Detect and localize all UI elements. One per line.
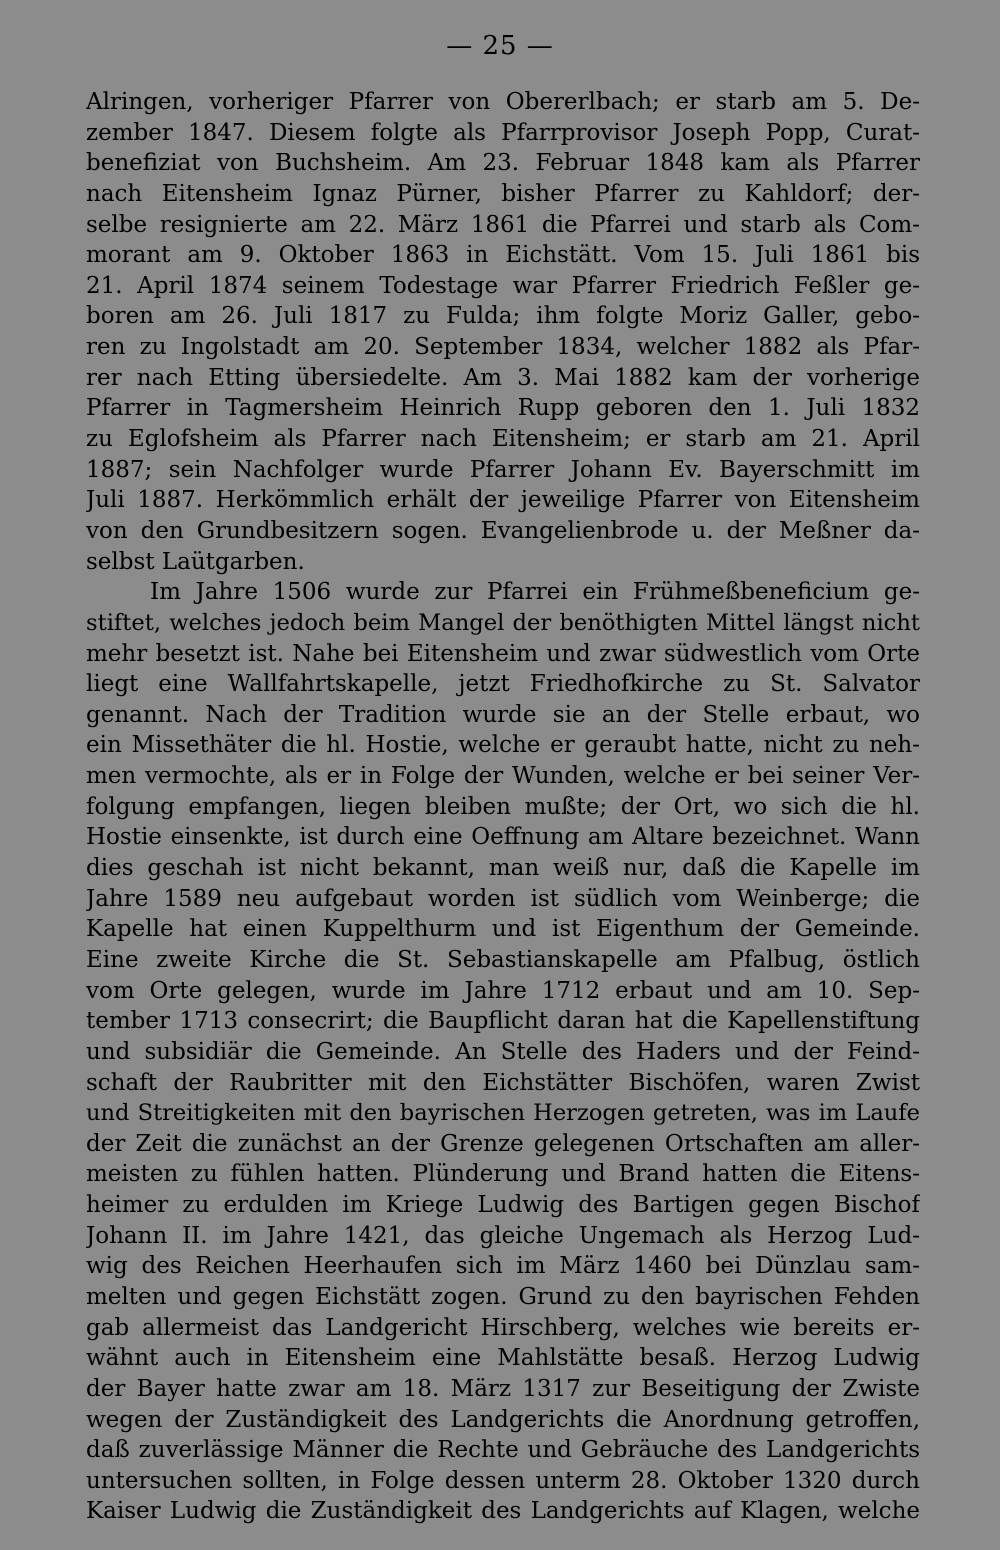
text-line: heimer zu erdulden im Kriege Ludwig des Bartigen gegen Bischof bbox=[86, 1192, 920, 1219]
text-line: rer nach Etting übersiedelte. Am 3. Mai 1882 kam der vorherige bbox=[86, 364, 920, 391]
text-line: selbe resignierte am 22. März 1861 die Pfarrei und starb als Com- bbox=[86, 211, 920, 238]
text-line: morant am 9. Oktober 1863 in Eichstätt. Vom 15. Juli 1861 bis bbox=[86, 242, 920, 269]
text-line: Pfarrer in Tagmersheim Heinrich Rupp geboren den 1. Juli 1832 bbox=[86, 395, 920, 422]
text-line: folgung empfangen, liegen bleiben mußte; der Ort, wo sich die hl. bbox=[86, 793, 920, 820]
text-line: Jahre 1589 neu aufgebaut worden ist südlich vom Weinberge; die bbox=[86, 885, 920, 912]
text-line: Im Jahre 1506 wurde zur Pfarrei ein Frühmeßbeneficium ge- bbox=[150, 579, 920, 606]
text-line: nach Eitensheim Ignaz Pürner, bisher Pfarrer zu Kahldorf; der- bbox=[86, 180, 920, 207]
text-line: daß zuverlässige Männer die Rechte und Gebräuche des Landgerichts bbox=[86, 1437, 920, 1464]
text-line: selbst Laütgarben. bbox=[86, 548, 305, 575]
text-line: dies geschah ist nicht bekannt, man weiß nur, daß die Kapelle im bbox=[86, 855, 920, 882]
text-line: Hostie einsenkte, ist durch eine Oeffnung am Altare bezeichnet. Wann bbox=[86, 824, 920, 851]
text-line: tember 1713 consecrirt; die Baupflicht daran hat die Kapellenstiftung bbox=[86, 1008, 920, 1035]
text-line: zu Eglofsheim als Pfarrer nach Eitensheim; er starb am 21. April bbox=[86, 426, 920, 453]
text-line: Juli 1887. Herkömmlich erhält der jeweilige Pfarrer von Eitensheim bbox=[86, 487, 920, 514]
text-line: boren am 26. Juli 1817 zu Fulda; ihm folgte Moriz Galler, gebo- bbox=[86, 303, 920, 330]
text-line: zember 1847. Diesem folgte als Pfarrprovisor Joseph Popp, Curat- bbox=[86, 119, 920, 146]
page-number: — 25 — bbox=[446, 31, 554, 61]
text-line: melten und gegen Eichstätt zogen. Grund zu den bayrischen Fehden bbox=[86, 1283, 920, 1310]
text-line: genannt. Nach der Tradition wurde sie an der Stelle erbaut, wo bbox=[86, 701, 920, 728]
body-text bbox=[86, 87, 920, 1527]
text-line: Kaiser Ludwig die Zuständigkeit des Landgerichts auf Klagen, welche bbox=[86, 1498, 920, 1525]
text-line: der Zeit die zunächst an der Grenze gelegenen Ortschaften am aller- bbox=[86, 1130, 920, 1157]
text-line: stiftet, welches jedoch beim Mangel der benöthigten Mittel längst nicht bbox=[86, 609, 920, 636]
text-line: benefiziat von Buchsheim. Am 23. Februar 1848 kam als Pfarrer bbox=[86, 150, 920, 177]
text-line: 1887; sein Nachfolger wurde Pfarrer Johann Ev. Bayerschmitt im bbox=[86, 456, 920, 483]
text-line: untersuchen sollten, in Folge dessen unterm 28. Oktober 1320 durch bbox=[86, 1467, 920, 1494]
text-line: wähnt auch in Eitensheim eine Mahlstätte besaß. Herzog Ludwig bbox=[86, 1345, 920, 1372]
text-line: und subsidiär die Gemeinde. An Stelle des Haders und der Feind- bbox=[86, 1038, 920, 1065]
text-line: wig des Reichen Heerhaufen sich im März 1460 bei Dünzlau sam- bbox=[86, 1253, 920, 1280]
text-line: wegen der Zuständigkeit des Landgerichts die Anordnung getroffen, bbox=[86, 1406, 920, 1433]
text-line: der Bayer hatte zwar am 18. März 1317 zur Beseitigung der Zwiste bbox=[86, 1375, 920, 1402]
text-line: schaft der Raubritter mit den Eichstätter Bischöfen, waren Zwist bbox=[86, 1069, 920, 1096]
text-line: Alringen, vorheriger Pfarrer von Obererlbach; er starb am 5. De- bbox=[86, 89, 920, 115]
text-line: liegt eine Wallfahrtskapelle, jetzt Friedhofkirche zu St. Salvator bbox=[86, 671, 920, 698]
text-line: men vermochte, als er in Folge der Wunden, welche er bei seiner Ver- bbox=[86, 763, 920, 790]
text-line: Kapelle hat einen Kuppelthurm und ist Eigenthum der Gemeinde. bbox=[86, 916, 920, 943]
text-line: ren zu Ingolstadt am 20. September 1834, welcher 1882 als Pfar- bbox=[86, 334, 920, 361]
text-line: meisten zu fühlen hatten. Plünderung und Brand hatten die Eitens- bbox=[86, 1161, 920, 1188]
text-line: Johann II. im Jahre 1421, das gleiche Ungemach als Herzog Lud- bbox=[86, 1222, 920, 1249]
text-line: 21. April 1874 seinem Todestage war Pfarrer Friedrich Feßler ge- bbox=[86, 272, 920, 299]
text-line: mehr besetzt ist. Nahe bei Eitensheim und zwar südwestlich vom Orte bbox=[86, 640, 920, 667]
text-line: gab allermeist das Landgericht Hirschberg, welches wie bereits er- bbox=[86, 1314, 920, 1341]
text-line: Eine zweite Kirche die St. Sebastianskapelle am Pfalbug, östlich bbox=[86, 946, 920, 973]
text-line: vom Orte gelegen, wurde im Jahre 1712 erbaut und am 10. Sep- bbox=[86, 977, 920, 1004]
text-line: ein Missethäter die hl. Hostie, welche er geraubt hatte, nicht zu neh- bbox=[86, 732, 920, 759]
text-line: von den Grundbesitzern sogen. Evangelienbrode u. der Meßner da- bbox=[86, 517, 920, 544]
text-line: und Streitigkeiten mit den bayrischen Herzogen getreten, was im Laufe bbox=[86, 1100, 920, 1127]
